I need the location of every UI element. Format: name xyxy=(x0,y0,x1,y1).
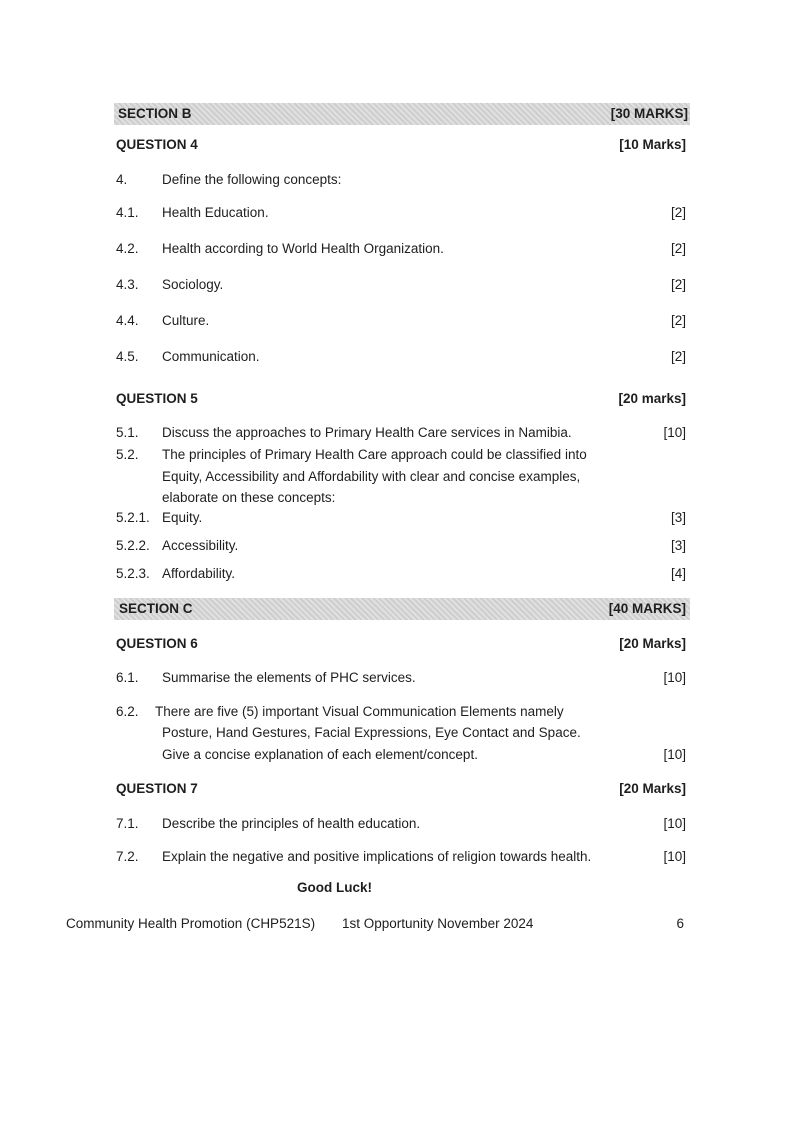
section-marks: [40 MARKS] xyxy=(608,601,686,616)
item-text: Health Education. xyxy=(162,205,269,220)
item-number: 5.2.1. xyxy=(116,510,150,525)
item-number: 4.1. xyxy=(116,205,139,220)
item-marks: [4] xyxy=(670,566,686,581)
section-c-header xyxy=(114,598,690,620)
item-text-line: The principles of Primary Health Care approach could be classified into xyxy=(162,447,587,462)
item-number: 4.4. xyxy=(116,313,139,328)
item-text-line: Equity, Accessibility and Affordability with clear and concise examples, xyxy=(162,469,581,484)
section-title: SECTION B xyxy=(118,106,192,121)
section-b-header xyxy=(114,103,690,125)
item-number: 5.2.2. xyxy=(116,538,150,553)
section-marks: [30 MARKS] xyxy=(610,106,688,121)
item-number: 5.1. xyxy=(116,425,139,440)
item-text: Health according to World Health Organization. xyxy=(162,241,444,256)
item-text: Affordability. xyxy=(162,566,236,581)
item-marks: [10] xyxy=(663,670,686,685)
item-text-line: There are five (5) important Visual Communication Elements namely xyxy=(155,704,564,719)
item-marks: [2] xyxy=(670,277,686,292)
question-marks: [20 Marks] xyxy=(619,781,686,796)
item-number: 7.2. xyxy=(116,849,139,864)
question-title: QUESTION 5 xyxy=(116,391,198,406)
item-marks: [3] xyxy=(670,510,686,525)
question-title: QUESTION 7 xyxy=(116,781,198,796)
item-number: 7.1. xyxy=(116,816,139,831)
section-title: SECTION C xyxy=(119,601,193,616)
item-number: 4.5. xyxy=(116,349,139,364)
item-marks: [10] xyxy=(663,816,686,831)
closing-text: Good Luck! xyxy=(297,880,372,895)
item-number: 5.2.3. xyxy=(116,566,150,581)
item-marks: [3] xyxy=(670,538,686,553)
question-marks: [10 Marks] xyxy=(619,137,686,152)
item-text: Summarise the elements of PHC services. xyxy=(162,670,416,685)
question-number: 4. xyxy=(116,172,128,187)
item-marks: [2] xyxy=(670,205,686,220)
item-text-line: Posture, Hand Gestures, Facial Expressions, Eye Contact and Space. xyxy=(162,725,581,740)
item-text: Describe the principles of health education. xyxy=(162,816,421,831)
item-text: Culture. xyxy=(162,313,210,328)
item-text: Equity. xyxy=(162,510,203,525)
question-text: Define the following concepts: xyxy=(162,172,342,187)
footer-course: Community Health Promotion (CHP521S) xyxy=(66,916,316,931)
question-marks: [20 marks] xyxy=(618,391,686,406)
item-marks: [10] xyxy=(663,849,686,864)
item-number: 5.2. xyxy=(116,447,139,462)
item-text: Sociology. xyxy=(162,277,224,292)
item-marks: [2] xyxy=(670,313,686,328)
item-number: 4.3. xyxy=(116,277,139,292)
item-number: 6.2. xyxy=(116,704,139,719)
footer-opportunity: 1st Opportunity November 2024 xyxy=(342,916,534,931)
item-text: Accessibility. xyxy=(162,538,239,553)
question-marks: [20 Marks] xyxy=(619,636,686,651)
item-text-line: elaborate on these concepts: xyxy=(162,490,336,505)
question-title: QUESTION 4 xyxy=(116,137,198,152)
item-number: 4.2. xyxy=(116,241,139,256)
item-marks: [2] xyxy=(670,349,686,364)
page-number: 6 xyxy=(676,916,684,931)
item-text: Discuss the approaches to Primary Health Care services in Namibia. xyxy=(162,425,572,440)
item-marks: [2] xyxy=(670,241,686,256)
item-text-line: Give a concise explanation of each element/concept. xyxy=(162,747,478,762)
item-marks: [10] xyxy=(663,747,686,762)
item-text: Explain the negative and positive implications of religion towards health. xyxy=(162,849,592,864)
item-text: Communication. xyxy=(162,349,260,364)
question-title: QUESTION 6 xyxy=(116,636,198,651)
item-number: 6.1. xyxy=(116,670,139,685)
item-marks: [10] xyxy=(663,425,686,440)
